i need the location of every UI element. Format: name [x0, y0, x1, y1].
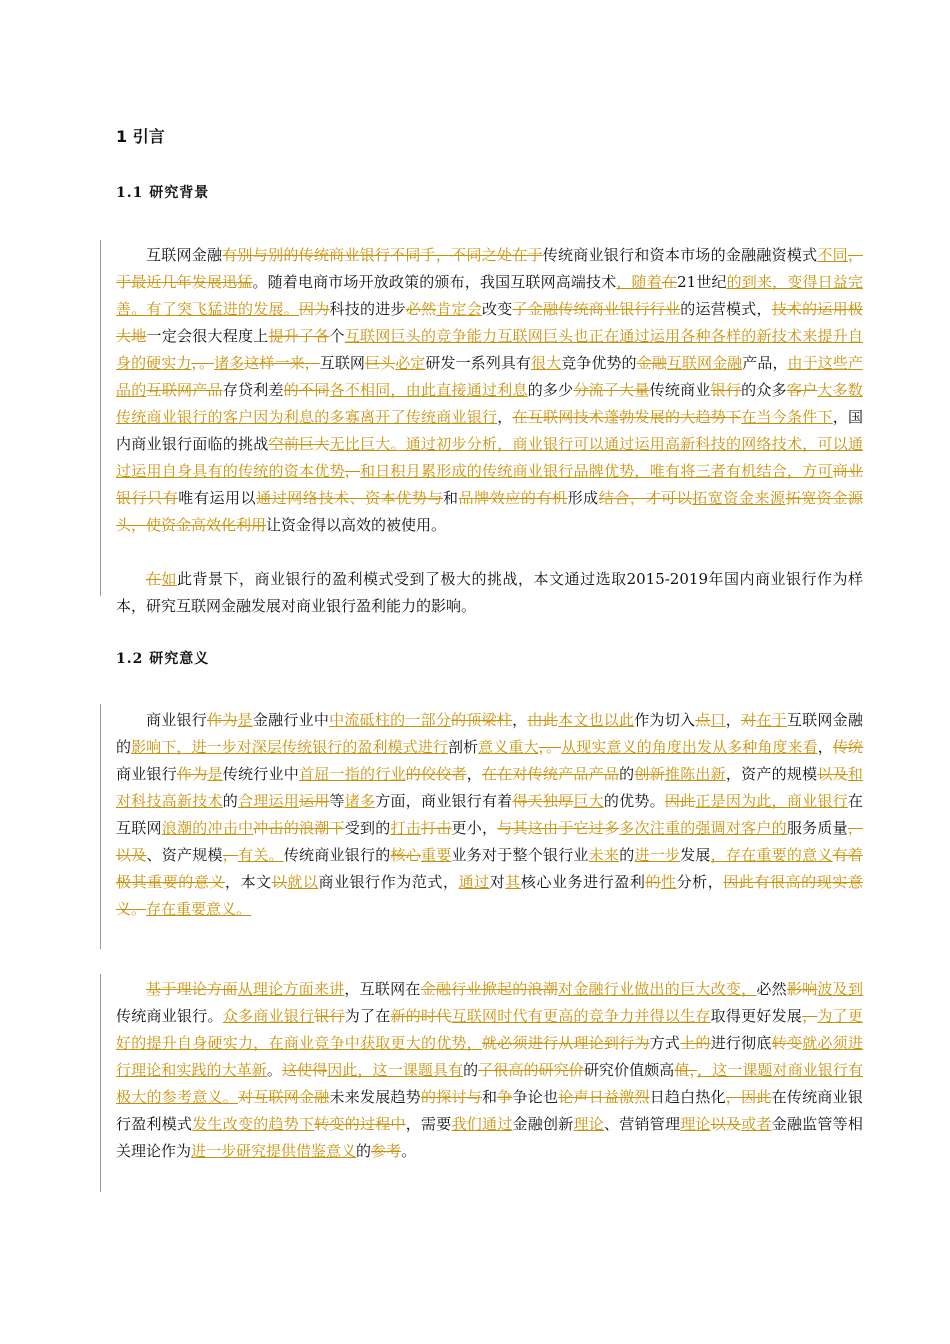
deleted-text: ，因此	[725, 1088, 772, 1106]
deleted-text: 通过网络技术、资本优势与	[256, 489, 444, 507]
inserted-text: 多次注重的强调对客户的	[619, 819, 787, 837]
change-bar	[100, 704, 101, 949]
text-run: 的优势。	[603, 792, 665, 810]
inserted-text: 巨大	[573, 792, 604, 810]
deleted-text: ，	[222, 846, 238, 864]
deleted-text: 转变的过程中	[314, 1115, 406, 1133]
text-run: 服务质量	[786, 819, 848, 837]
deleted-text: 由此	[527, 711, 558, 729]
text-run: 改变	[481, 300, 513, 318]
inserted-text: 中流砥柱的一部分	[329, 711, 452, 729]
text-run: 受到的	[344, 819, 391, 837]
inserted-text: 很大	[531, 354, 562, 372]
deleted-text: 结合，才可以	[598, 489, 693, 507]
inserted-text: 必定	[395, 354, 426, 372]
inserted-text: 发生改变的趋势下	[192, 1115, 315, 1133]
text-run: 传统商业银行的	[283, 846, 391, 864]
inserted-text: 从现实意义的角度出发从多种角度来看	[561, 738, 818, 756]
text-run: 金融创新	[512, 1115, 574, 1133]
deleted-text: 影响	[786, 980, 818, 998]
text-run: ，	[512, 711, 528, 729]
deleted-text: 在	[661, 273, 678, 291]
paragraph	[116, 566, 863, 620]
inserted-text: 进一步研究提供借鉴意义	[191, 1142, 357, 1160]
inserted-text: 进一步	[634, 846, 681, 864]
inserted-text: 理论	[680, 1115, 711, 1133]
deleted-text: 论声日益激烈	[558, 1088, 650, 1106]
text-run: 、营销管理	[603, 1115, 681, 1133]
text-run: 、资产规模	[146, 846, 223, 864]
deleted-text: 金融行业掀起的浪潮	[420, 980, 558, 998]
deleted-text: 创新	[634, 765, 665, 783]
deleted-text: 必然	[405, 300, 437, 318]
text-run: 方面，商业银行有着	[375, 792, 513, 810]
inserted-text: 拓宽资金来源	[692, 489, 786, 507]
text-run: 科技的进步	[329, 300, 406, 318]
change-bar	[100, 974, 101, 1192]
text-run: 分析，	[676, 873, 724, 891]
text-run: 在传统商业银行盈利模式	[116, 1088, 863, 1133]
deleted-text: 以及	[817, 765, 848, 783]
text-run: 互联网金融	[146, 246, 223, 264]
deleted-text: 传统	[832, 738, 863, 756]
deleted-text: 打击	[420, 819, 452, 837]
deleted-text: 作为	[207, 711, 238, 729]
deleted-text: 以	[271, 873, 288, 891]
inserted-text: 意义重大	[478, 738, 539, 756]
inserted-text: 如	[161, 570, 178, 588]
text-run: 的	[222, 792, 238, 810]
inserted-text: 从理论方面来讲	[237, 980, 345, 998]
text-run: 的运营模式，	[680, 300, 772, 318]
text-run: 未来发展趋势	[329, 1088, 421, 1106]
inserted-text: 是	[237, 711, 253, 729]
chapter-heading: 1 引言	[116, 127, 165, 146]
inserted-text: 性	[661, 873, 677, 891]
inserted-text: 正是因为此，商业银行	[695, 792, 848, 810]
inserted-text: 在当今条件下	[741, 408, 833, 426]
inserted-text: 重要	[420, 846, 452, 864]
deleted-text: 的不同	[283, 381, 330, 399]
deleted-text: 品牌效应的有机	[458, 489, 568, 507]
inserted-text: 不同	[817, 246, 848, 264]
deleted-text: 值，	[674, 1061, 698, 1079]
text-run: 21世纪	[677, 273, 727, 291]
text-run: 争论也	[512, 1088, 559, 1106]
inserted-text: 口	[710, 711, 726, 729]
section-heading-significance: 1.2 研究意义	[116, 651, 210, 667]
deleted-text: 点	[695, 711, 711, 729]
deleted-text: ，。	[191, 354, 215, 372]
text-run: 竞争优势的	[561, 354, 637, 372]
deleted-text: 新的时代	[390, 1007, 452, 1025]
text-run: 等	[329, 792, 345, 810]
deleted-text: 参考	[371, 1142, 402, 1160]
deleted-text: 客户	[786, 381, 818, 399]
deleted-text: 在互联网技术蓬勃发展的大趋势下	[512, 408, 742, 426]
inserted-text: 理论	[573, 1115, 604, 1133]
inserted-text: 由于这些产品的	[116, 354, 863, 399]
deleted-text: 以及	[710, 1115, 742, 1133]
text-run: 剖析	[447, 738, 479, 756]
text-run: 的众多	[741, 381, 787, 399]
deleted-text: 银行	[710, 381, 742, 399]
inserted-text: 互联网巨头的竞争能力互联网巨头也正在通过运用各种各样的新技术来提升自身的硬实力	[116, 327, 863, 372]
deleted-text: 对	[741, 711, 757, 729]
inserted-text: 通过	[458, 873, 490, 891]
deleted-text: 核心	[390, 846, 421, 864]
text-run: 研发一系列具有	[425, 354, 532, 372]
text-run: 商业银行作为范式，	[318, 873, 459, 891]
deleted-text: 有着极其重要的意义	[116, 846, 863, 891]
deleted-text: 因此有很高的现实意义。	[116, 873, 863, 918]
deleted-text: 技术的运用极大地	[116, 300, 863, 345]
inserted-text: 就必须进行理论和实践的大革新	[116, 1034, 863, 1079]
text-run: 必然	[756, 980, 787, 998]
inserted-text: ，存在重要的意义	[710, 846, 833, 864]
deleted-text: ，。	[538, 738, 562, 756]
text-run: 个	[329, 327, 345, 345]
deleted-text: 商业银行只有	[116, 462, 863, 507]
text-run: ，国内商业银行面临的挑战	[116, 408, 863, 453]
deleted-text: 银行	[314, 1007, 345, 1025]
inserted-text: 我们通过	[451, 1115, 513, 1133]
text-run: 产品，	[742, 354, 788, 372]
text-run: 让资金得以高效的被使用。	[266, 516, 447, 534]
inserted-text: 互联网时代有更高的竞争力并得以生存	[451, 1007, 711, 1025]
deleted-text: 对互联网金融	[237, 1088, 330, 1106]
deleted-text: 了很高的研究价	[478, 1061, 584, 1079]
deleted-text: 了金融传统商业银行行业	[512, 300, 681, 318]
text-run: 互联网	[319, 354, 366, 372]
text-run: 作为切入	[634, 711, 696, 729]
text-run: 商业银行	[116, 765, 177, 783]
deleted-text: 争	[497, 1088, 513, 1106]
inserted-text: 的到来，变得日益完善。有了突飞猛进的发展。	[116, 273, 863, 318]
inserted-text: 无比巨大。通过初步分析，商业银行可以通过运用高新科技的网络技术，可以通过运用自身具有的传统的资本优势	[116, 435, 863, 480]
text-run: ，	[817, 738, 833, 756]
deleted-text: 空前巨大	[268, 435, 330, 453]
deleted-text: 的佼佼者	[405, 765, 467, 783]
text-run: 一定会很大程度上	[146, 327, 269, 345]
inserted-text: 互联网金融	[666, 354, 743, 372]
text-run: ，	[466, 765, 482, 783]
inserted-text: 或者	[741, 1115, 772, 1133]
deleted-text: 在	[146, 570, 162, 588]
inserted-text: 打击	[390, 819, 421, 837]
paragraph	[116, 242, 863, 539]
text-run: 存贷利差	[222, 381, 284, 399]
deleted-text: 巨头	[365, 354, 396, 372]
text-run: 传统行业中	[222, 765, 299, 783]
deleted-text: 的顶梁柱	[451, 711, 513, 729]
deleted-text: 转变	[771, 1034, 803, 1052]
deleted-text: 提升了各	[268, 327, 330, 345]
text-run: 此背景下，商业银行的盈利模式受到了极大的挑战，本文通过选取2015-2019年国内商业银行作为样本，研究互联网金融发展对商业银行盈利能力的影响。	[116, 570, 863, 615]
text-run: 金融行业中	[252, 711, 330, 729]
text-run: 对	[489, 873, 506, 891]
paragraph	[116, 707, 863, 923]
inserted-text: 和对科技高新技术	[116, 765, 863, 810]
deleted-text: 上的	[680, 1034, 711, 1052]
text-run: 金融监管等相关理论作为	[116, 1115, 863, 1160]
text-run: 的	[356, 1142, 372, 1160]
inserted-text: 浪潮的冲击中	[161, 819, 254, 837]
text-run: 和	[481, 1088, 498, 1106]
section-heading-background: 1.1 研究背景	[116, 185, 210, 201]
text-run: 传统商业银行。	[116, 1007, 223, 1025]
text-run: 的	[619, 765, 635, 783]
text-run: ，	[725, 711, 742, 729]
inserted-text: 众多商业银行	[222, 1007, 315, 1025]
deleted-text: ，	[344, 462, 360, 480]
inserted-text: ，这一课题对商业银行有极大的参考意义。	[116, 1061, 863, 1106]
deleted-text: 这样一来，	[244, 354, 320, 372]
text-run: 业务对于整个银行业	[451, 846, 589, 864]
inserted-text: 有关。	[237, 846, 284, 864]
inserted-text: 其	[505, 873, 521, 891]
inserted-text: ，随着	[616, 273, 662, 291]
text-run: 的	[619, 846, 635, 864]
inserted-text: 存在重要意义。	[146, 900, 252, 918]
text-run: ，资产的规模	[725, 765, 818, 783]
deleted-text: 的探讨与	[420, 1088, 482, 1106]
inserted-text: 影响下，进一步对深层传统银行的盈利模式进行	[131, 738, 448, 756]
deleted-text: ，以及	[116, 819, 863, 864]
text-run: ，需要	[405, 1115, 452, 1133]
text-run: 为了在	[344, 1007, 391, 1025]
deleted-text: 拓宽资金源头，使资金高效化利用	[116, 489, 863, 534]
inserted-text: 诸多	[344, 792, 376, 810]
text-run: 传统商业银行和资本市场的金融融资模式	[542, 246, 818, 264]
text-run: 。随着电商市场开放政策的颁布，我国互联网高端技术	[252, 273, 617, 291]
text-run: 在互联网	[116, 792, 863, 837]
text-run: 。	[266, 1061, 282, 1079]
text-run: 日趋白热化	[649, 1088, 726, 1106]
deleted-text: ，于最近几年发展迅猛	[116, 246, 863, 291]
inserted-text: 各不相同，由此直接通过利息	[329, 381, 528, 399]
text-run: 方式	[649, 1034, 681, 1052]
text-run: ，互联网在	[344, 980, 421, 998]
text-run: 核心业务进行盈利	[520, 873, 646, 891]
text-run: 的	[463, 1061, 479, 1079]
inserted-text: 为了更好的提升自身硬实力，在商业竞争中获取更大的优势，	[116, 1007, 863, 1052]
text-run: 和	[443, 489, 459, 507]
text-run: 取得更好发展	[710, 1007, 803, 1025]
inserted-text: 首屈一指的行业	[298, 765, 406, 783]
deleted-text: ，	[802, 1007, 818, 1025]
inserted-text: 和日积月累形成的传统商业银行品牌优势，唯有将三者有机结合，方可	[359, 462, 833, 480]
deleted-text: 运用	[298, 792, 330, 810]
inserted-text: 对金融行业做出的巨大改变，	[558, 980, 757, 998]
deleted-text: 就必须进行从理论到行为	[481, 1034, 650, 1052]
change-bar	[100, 240, 101, 596]
text-run: 研究价值颇高	[583, 1061, 675, 1079]
text-run: 传统商业	[649, 381, 711, 399]
text-run: ，本文	[225, 873, 272, 891]
text-run: 进行彻底	[710, 1034, 772, 1052]
deleted-text: 这使得	[282, 1061, 328, 1079]
paragraph	[116, 976, 863, 1165]
text-run: 互联网金融的	[116, 711, 863, 756]
deleted-text: 金融	[636, 354, 667, 372]
inserted-text: 波及到	[817, 980, 863, 998]
text-run: ，	[497, 408, 513, 426]
deleted-text: 与其这由于它过多	[497, 819, 620, 837]
deleted-text: 因为	[298, 300, 330, 318]
text-run: 的多少	[527, 381, 574, 399]
inserted-text: 本文也以此	[557, 711, 635, 729]
inserted-text: 未来	[588, 846, 620, 864]
text-run: 更小，	[451, 819, 498, 837]
inserted-text: 因此，这一课题具有	[327, 1061, 464, 1079]
inserted-text: 肯定会	[436, 300, 482, 318]
text-run: 商业银行	[146, 711, 208, 729]
inserted-text: 就以	[287, 873, 319, 891]
deleted-text: 因此	[664, 792, 696, 810]
inserted-text: 推陈出新	[664, 765, 726, 783]
text-run: 形成	[567, 489, 599, 507]
deleted-text: 得天独厚	[512, 792, 574, 810]
deleted-text: 的	[645, 873, 662, 891]
text-run: 发展	[680, 846, 711, 864]
inserted-text: 合理运用	[237, 792, 299, 810]
text-run: 。	[401, 1142, 417, 1160]
deleted-text: 互联网产品	[146, 381, 223, 399]
text-run: 唯有运用以	[178, 489, 257, 507]
inserted-text: 是	[207, 765, 223, 783]
deleted-text: 冲击的浪潮下	[253, 819, 345, 837]
inserted-text: 诸多	[214, 354, 245, 372]
deleted-text: 分流了大量	[573, 381, 650, 399]
deleted-text: 基于理论方面	[146, 980, 238, 998]
inserted-text: 大多数传统商业银行的客户因为利息的多寡离开了传统商业银行	[116, 381, 863, 426]
deleted-text: 在在对传统产品产品	[481, 765, 620, 783]
deleted-text: 作为	[176, 765, 208, 783]
deleted-text: 有别与别的传统商业银行不同手，不同之处在于	[222, 246, 543, 264]
inserted-text: 在于	[756, 711, 787, 729]
